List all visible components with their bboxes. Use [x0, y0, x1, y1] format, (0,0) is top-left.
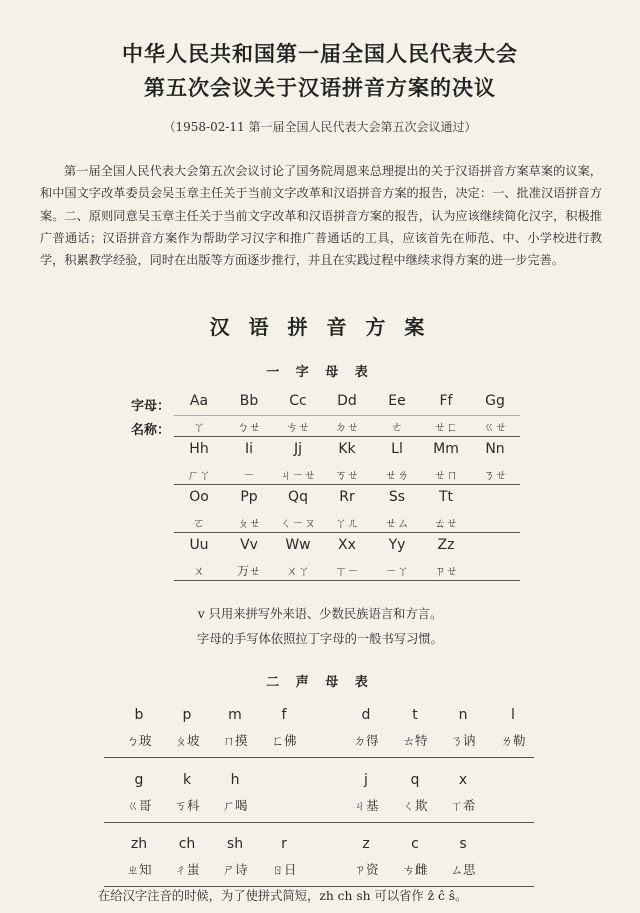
alphabet-letter: Oo: [189, 489, 209, 505]
initials-heading: 二 声 母 表: [266, 675, 374, 690]
initial-letter: k: [182, 772, 192, 788]
table-rule: [174, 436, 520, 437]
alphabet-letter: Cc: [289, 393, 307, 409]
alphabet-letter-name: ㄚ: [192, 420, 205, 434]
alphabet-letter-name: ㄋㄝ: [482, 468, 507, 482]
alphabet-letter-name: ㄅㄝ: [236, 420, 261, 434]
alphabet-letter: Ss: [388, 489, 406, 505]
initial-example: ㄑ欺: [402, 798, 428, 813]
alphabet-letter: Nn: [485, 441, 505, 457]
alphabet-letter: Hh: [189, 441, 209, 457]
label-letters: 字母：: [131, 399, 171, 414]
initial-letter: f: [281, 707, 287, 723]
initial-example: ㄘ雌: [402, 862, 428, 877]
alphabet-letter: Ww: [285, 537, 311, 553]
initial-example: ㄒ希: [450, 798, 476, 813]
initial-letter: z: [362, 836, 370, 852]
alphabet-letter: Ee: [388, 393, 406, 409]
alphabet-letter: Rr: [339, 489, 355, 505]
alphabet-letter-name: ㄘㄝ: [285, 420, 310, 434]
initial-letter: sh: [226, 836, 244, 852]
initial-letter: l: [511, 707, 515, 723]
initial-letter: x: [458, 772, 468, 788]
resolution-paragraph: 第一届全国人民代表大会第五次会议讨论了国务院周恩来总理提出的关于汉语拼音方案草案的议案，和中国文字改革委员会吴玉章主任关于当前文字改革和汉语拼音方案的报告，决定：一、批准汉语拼音方案。二、原则同意吴玉章主任关于当前文字改革和汉语拼音方案的报告，认为应该继续简化汉字，积极推广普通话；汉语拼音方案作为帮助学习汉字和推广普通话的工具，应该首先在师范、中、小学校进行教学，积累教学经验，同时在出版等方面逐步推行，并且在实践过程中继续求得方案的进一步完善。: [40, 164, 602, 268]
alphabet-letter-name: ㄐㄧㄝ: [279, 468, 316, 482]
initial-letter: n: [458, 707, 468, 723]
initial-example: ㄈ佛: [271, 733, 297, 748]
initial-letter: ch: [178, 836, 196, 852]
alphabet-letter-name: ㄪㄝ: [236, 564, 261, 578]
alphabet-letter: Uu: [189, 537, 209, 553]
alphabet-letter-name: ㄚㄦ: [334, 516, 359, 530]
alphabet-letter-name: ㄏㄚ: [186, 468, 211, 482]
alphabet-letter: Mm: [433, 441, 459, 457]
initial-example: ㄏ喝: [222, 798, 248, 813]
initial-example: ㄌ勒: [500, 733, 526, 748]
initial-letter: g: [134, 772, 144, 788]
initial-letter: zh: [130, 836, 148, 852]
alphabet-letter-name: ㄝㄇ: [433, 468, 458, 482]
alphabet-letter-name: ㄝㄙ: [384, 516, 409, 530]
alphabet-letter: Xx: [338, 537, 356, 553]
table-rule: [174, 484, 520, 485]
initial-example: ㄕ诗: [222, 862, 248, 877]
alphabet-letter-name: ㄜ: [390, 420, 403, 434]
initial-example: ㄗ资: [353, 862, 379, 877]
alphabet-letter-name: ㄗㄝ: [433, 564, 458, 578]
alphabet-letter-name: ㄉㄝ: [334, 420, 359, 434]
initial-example: ㄇ摸: [222, 733, 248, 748]
table-rule: [104, 757, 534, 758]
initial-letter: c: [411, 836, 419, 852]
initial-example: ㄓ知: [126, 862, 152, 877]
alphabet-letter-name: ㄊㄝ: [433, 516, 458, 530]
alphabet-letter-name: ㄝㄈ: [433, 420, 458, 434]
initial-example: ㄆ坡: [174, 733, 200, 748]
table-rule: [174, 532, 520, 533]
alphabet-letter: Dd: [337, 393, 357, 409]
alphabet-letter-name: ㄛ: [192, 516, 205, 530]
initial-example: ㄎ科: [174, 798, 200, 813]
alphabet-letter-name: ㄍㄝ: [482, 420, 507, 434]
initial-example: ㄊ特: [402, 733, 428, 748]
initial-example: ㄉ得: [353, 733, 379, 748]
table-rule: [174, 415, 520, 416]
initial-letter: h: [230, 772, 240, 788]
table-rule: [174, 580, 520, 581]
alphabet-letter-name: ㄒㄧ: [334, 564, 359, 578]
alphabet-letter-name: ㄝㄌ: [384, 468, 409, 482]
alphabet-letter-name: ㄨㄚ: [285, 564, 310, 578]
alphabet-letter: Ll: [391, 441, 403, 457]
alphabet-letter: Pp: [240, 489, 258, 505]
alphabet-letter-name: ㄑㄧㄡ: [279, 516, 316, 530]
alphabet-letter: Gg: [485, 393, 505, 409]
alphabet-note-handwriting: 字母的手写体依照拉丁字母的一般书写习惯。: [197, 632, 443, 646]
alphabet-letter: Zz: [437, 537, 455, 553]
alphabet-letter: Vv: [240, 537, 258, 553]
label-names: 名称：: [131, 423, 171, 438]
initial-example: ㄙ思: [450, 862, 476, 877]
alphabet-heading: 一 字 母 表: [266, 365, 374, 380]
initials-abbreviation-note: 在给汉字注音的时候，为了使拼式简短，zh ch sh 可以省作 ẑ ĉ ŝ。: [98, 889, 468, 903]
alphabet-letter-name: ㄆㄝ: [236, 516, 261, 530]
initial-letter: j: [364, 772, 368, 788]
alphabet-letter: Yy: [388, 537, 406, 553]
alphabet-letter-name: ㄨ: [192, 564, 205, 578]
initial-example: ㄍ哥: [126, 798, 152, 813]
document-title-line2: 第五次会议关于汉语拼音方案的决议: [144, 76, 496, 100]
initial-letter: q: [410, 772, 420, 788]
initial-letter: m: [228, 707, 242, 723]
alphabet-letter-name: ㄧ: [242, 468, 255, 482]
alphabet-letter-name: ㄧㄚ: [384, 564, 409, 578]
alphabet-note-v: v 只用来拼写外来语、少数民族语言和方言。: [197, 607, 443, 621]
initial-letter: d: [361, 707, 371, 723]
alphabet-letter-name: ㄎㄝ: [334, 468, 359, 482]
alphabet-letter: Ff: [439, 393, 453, 409]
table-rule: [104, 822, 534, 823]
initial-example: ㄅ玻: [126, 733, 152, 748]
alphabet-letter: Bb: [239, 393, 259, 409]
document-subtitle: （1958-02-11 第一届全国人民代表大会第五次会议通过）: [163, 120, 477, 134]
scheme-title: 汉 语 拼 音 方 案: [209, 315, 431, 339]
alphabet-letter: Kk: [338, 441, 356, 457]
document-title-line1: 中华人民共和国第一届全国人民代表大会: [122, 42, 518, 66]
initial-letter: s: [459, 836, 467, 852]
initial-letter: b: [134, 707, 144, 723]
alphabet-letter: Qq: [288, 489, 308, 505]
alphabet-letter: Aa: [189, 393, 209, 409]
initial-example: ㄔ蚩: [174, 862, 200, 877]
alphabet-letter: Jj: [293, 441, 303, 457]
initial-example: ㄖ日: [271, 862, 297, 877]
initial-example: ㄐ基: [353, 798, 379, 813]
initial-letter: p: [182, 707, 192, 723]
alphabet-letter: Tt: [438, 489, 454, 505]
initial-example: ㄋ讷: [450, 733, 476, 748]
initial-letter: r: [281, 836, 287, 852]
alphabet-letter: Ii: [244, 441, 254, 457]
initial-letter: t: [412, 707, 418, 723]
